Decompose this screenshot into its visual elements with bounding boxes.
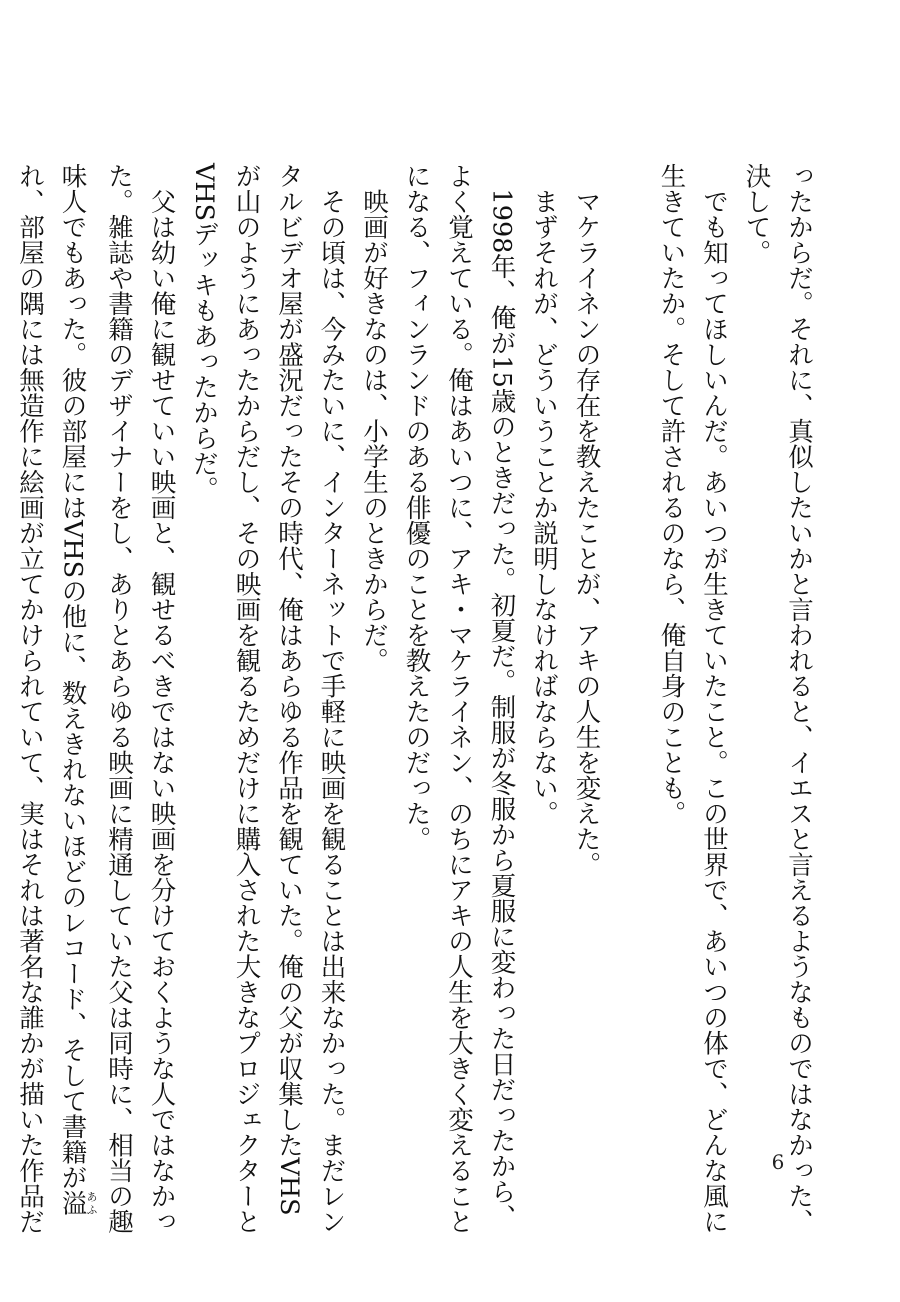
text-line: 1998年、俺が15歳のときだった。初夏だ。制服が冬服から夏服に変わった日だったから、 <box>486 163 517 1230</box>
text-line: まずそれが、どういうことか説明しなければならない。 <box>529 163 559 826</box>
ruby-reading: あふ <box>85 1190 98 1216</box>
blank-line <box>608 163 651 1153</box>
text-line: 映画が好きなのは、小学生のときからだ。 <box>359 163 389 673</box>
text-line: 決して。 <box>741 163 772 265</box>
vertical-text-block <box>15 163 820 1234</box>
text-line-with-ruby: 味人でもあった。彼の部屋にはVHSの他に、数えきれないほどのレコード、そして書籍が溢あふ <box>57 163 98 1216</box>
text-line: タルビデオ屋が盛況だったその時代、俺はあらゆる作品を観ていた。俺の父が収集したVHS <box>274 163 304 1216</box>
body-text <box>9 163 821 1234</box>
text-line: でも知ってほしいんだ。あいつが生きていたこと。この世界で、あいつの体で、どんな風に <box>699 163 729 1234</box>
text-line: VHSデッキもあったからだ。 <box>189 163 219 502</box>
text-line: れ、部屋の隅には無造作に絵画が立てかけられていて、実はそれは著名な誰かが描いた作品だ <box>15 163 45 1234</box>
text-line: になる、フィンランドのある俳優のことを教えたのだった。 <box>401 163 432 852</box>
ruby-annotation: 溢あふ <box>57 1190 98 1216</box>
page-number: 6 <box>771 1150 785 1174</box>
text-line: た。雑誌や書籍のデザイナーをし、ありとあらゆる映画に精通していた父は同時に、相当の趣 <box>104 163 134 1234</box>
text-line: その頃は、今みたいに、インターネットで手軽に映画を観ることは出来なかった。まだレン <box>316 163 347 1234</box>
text-line: ったからだ。それに、真似したいかと言われると、イエスと言えるようなものではなかった、 <box>784 163 814 1234</box>
text-line: が山のようにあったからだし、その映画を観るためだけに購入された大きなプロジェクターと <box>231 163 262 1234</box>
text-line: 父は幼い俺に観せていい映画と、観せるべきではない映画を分けておくような人ではなかっ <box>146 163 177 1234</box>
text-line: 生きていたか。そして許されるのなら、俺自身のことも。 <box>656 163 687 826</box>
text-line: マケライネンの存在を教えたことが、アキの人生を変えた。 <box>571 163 602 877</box>
text-line: よく覚えている。俺はあいつに、アキ・マケライネン、のちにアキの人生を大きく変えること <box>444 163 474 1234</box>
